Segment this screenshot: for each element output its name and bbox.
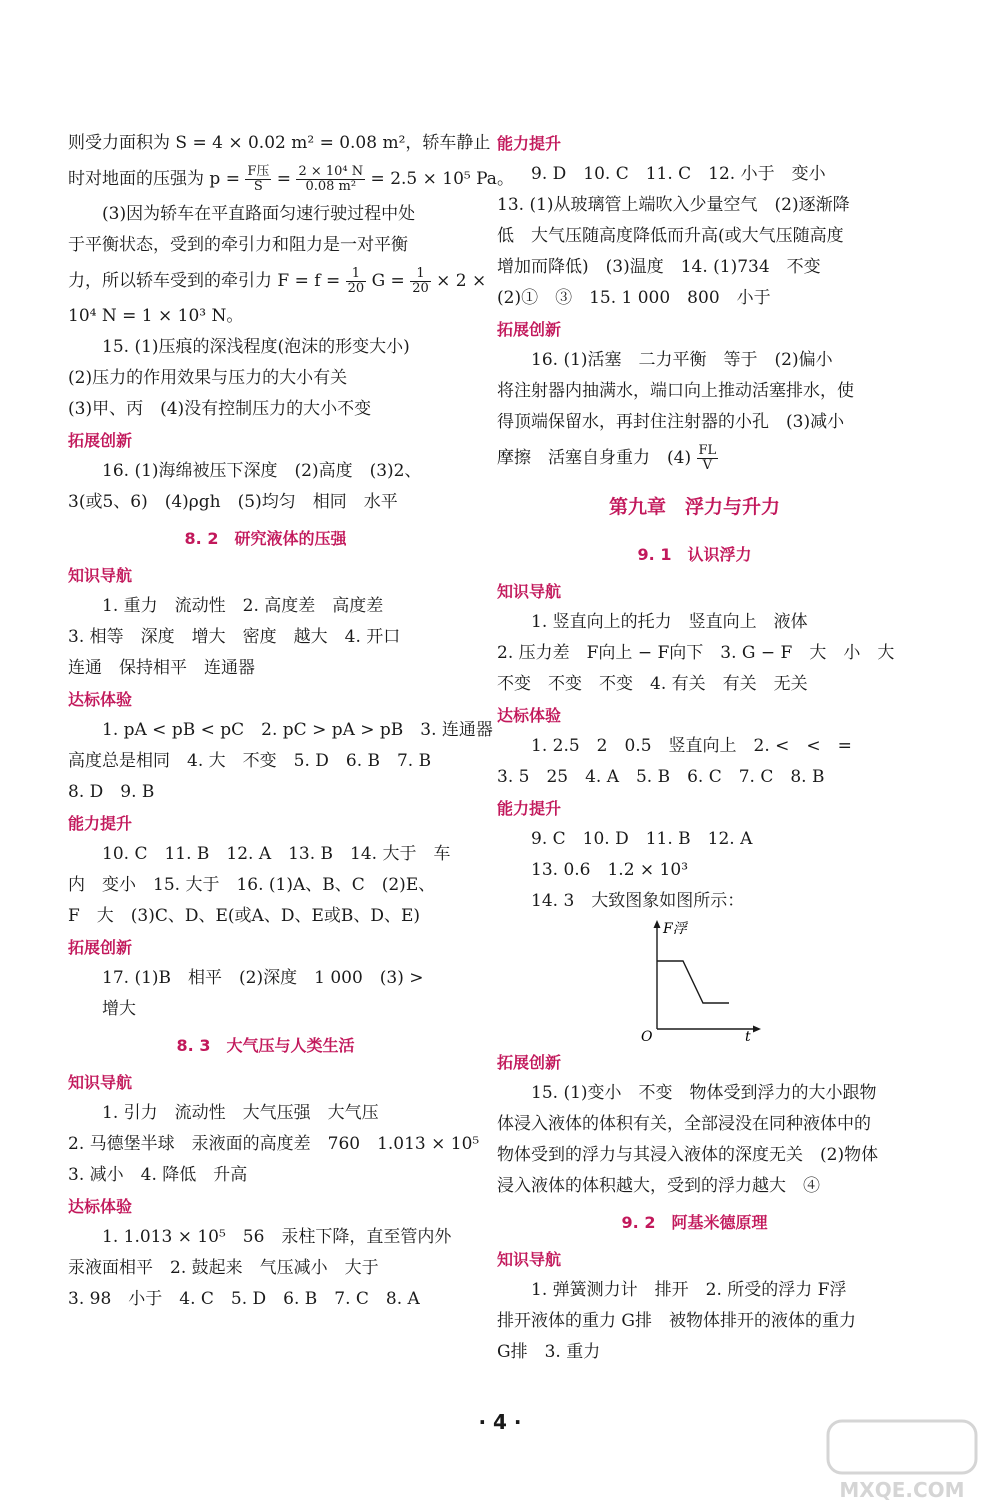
text-segment: 时对地面的压强为 p = [68,169,240,189]
text-line: 14. 3 大致图象如图所示： [531,891,745,911]
text-line: 17. (1)B 相平 (2)深度 1 000 (3) > [102,968,424,988]
lesson-title: 9. 1 认识浮力 [637,545,752,564]
left-column [68,128,514,1315]
text-line: 9. C 10. D 11. B 12. A [531,829,753,849]
section-heading: 知识导航 [497,1250,562,1269]
fraction-numerator: FL [698,443,717,458]
pressure-formula-line [68,159,514,199]
text-line: 1. 引力 流动性 大气压强 大气压 [102,1103,379,1123]
lesson-title: 9. 2 阿基米德原理 [621,1213,768,1232]
fraction [697,444,719,473]
text-line: 高度总是相同 4. 大 不变 5. D 6. B 7. B [68,751,432,771]
y-axis-label: F浮 [663,921,687,937]
fraction [346,267,367,296]
watermark-logo [822,1415,982,1505]
section-heading: 达标体验 [68,690,133,709]
text-line: 将注射器内抽满水，端口向上推动活塞排水，使 [497,381,854,401]
text-line: 于平衡状态，受到的牵引力和阻力是一对平衡 [68,235,408,255]
fraction-numerator: F压 [247,164,270,179]
text-segment: 摩擦 活塞自身重力 (4) [497,448,692,468]
text-line: 3. 相等 深度 增大 密度 越大 4. 开口 [68,627,401,647]
fraction-denominator: 0.08 m² [305,179,357,194]
watermark-text: MXQE.COM [839,1478,965,1502]
text-line: 1. pA < pB < pC 2. pC > pA > pB 3. 连通器 [102,720,493,740]
text-line: (3)甲、丙 (4)没有控制压力的大小不变 [68,399,372,419]
text-line: 1. 弹簧测力计 排开 2. 所受的浮力 F浮 [531,1280,847,1300]
text-line: 1. 1.013 × 10⁵ 56 汞柱下降，直至管内外 [102,1227,452,1247]
text-segment: 力，所以轿车受到的牵引力 F = f = [68,271,341,291]
answer-formula-line [497,438,892,478]
text-segment: G = [371,271,405,291]
chapter-title: 第九章 浮力与升力 [608,496,780,518]
text-line: 3. 5 25 4. A 5. B 6. C 7. C 8. B [497,767,825,787]
text-line: 9. D 10. C 11. C 12. 小于 变小 [531,164,826,184]
fraction [296,165,365,194]
section-heading: 知识导航 [68,566,133,585]
section-heading: 拓展创新 [68,431,133,450]
text-line: 10. C 11. B 12. A 13. B 14. 大于 车 [102,844,451,864]
fraction-denominator: 20 [412,281,429,296]
text-line: 3. 减小 4. 降低 升高 [68,1165,248,1185]
x-axis-arrow [753,1026,761,1033]
text-segment: × 2 × [436,271,487,291]
fraction-denominator: S [253,179,263,194]
text-line: 10⁴ N = 1 × 10³ N。 [68,306,244,326]
fraction [245,165,271,194]
section-heading: 能力提升 [497,134,562,153]
fraction [410,267,431,296]
fraction-numerator: 1 [346,267,367,282]
force-formula-line [68,261,487,301]
text-line: 则受力面积为 S = 4 × 0.02 m² = 0.08 m²，轿车静止 [68,133,491,153]
section-heading: 能力提升 [497,799,562,818]
text-line: 3(或5、6) (4)ρgh (5)均匀 相同 水平 [68,492,398,512]
text-line: 1. 2.5 2 0.5 竖直向上 2. < < = [531,736,852,756]
text-line: 2. 压力差 F向上 − F向下 3. G − F 大 小 大 [497,643,895,663]
lesson-title: 8. 2 研究液体的压强 [184,529,347,548]
section-heading: 拓展创新 [68,938,133,957]
text-line: 得顶端保留水，再封住注射器的小孔 (3)减小 [497,412,845,432]
text-line: 增大 [102,999,136,1019]
section-heading: 达标体验 [497,706,562,725]
buoyancy-graph-svg [637,917,767,1042]
text-line: 体浸入液体的体积有关，全部浸没在同种液体中的 [497,1114,871,1134]
section-heading: 达标体验 [68,1197,133,1216]
fraction-numerator: 1 [410,267,431,282]
lesson-title: 8. 3 大气压与人类生活 [176,1036,355,1055]
section-heading: 知识导航 [497,582,562,601]
text-line: 15. (1)变小 不变 物体受到浮力的大小跟物 [531,1083,877,1103]
text-line: 13. 0.6 1.2 × 10³ [531,860,689,880]
text-line: 1. 重力 流动性 2. 高度差 高度差 [102,596,384,616]
text-segment: = 2.5 × 10⁵ Pa。 [370,169,514,189]
text-line: 连通 保持相平 连通器 [68,658,255,678]
text-line: 汞液面相平 2. 鼓起来 气压减小 大于 [68,1258,379,1278]
text-line: 增加而降低) (3)温度 14. (1)734 不变 [497,257,821,277]
text-line: 内 变小 15. 大于 16. (1)A、B、C (2)E、 [68,875,436,895]
section-heading: 拓展创新 [497,1053,562,1072]
text-line: 不变 不变 不变 4. 有关 有关 无关 [497,674,808,694]
buoyancy-graph [497,917,892,1047]
fraction-numerator: 2 × 10⁴ N [298,164,364,179]
y-axis-arrow [654,920,661,928]
buoyancy-curve [657,961,729,1003]
x-axis-label: t [745,1029,751,1042]
page-number: · 4 · [478,1410,522,1434]
right-column [497,128,895,1368]
origin-label: O [641,1029,653,1042]
text-line: 2. 马德堡半球 汞液面的高度差 760 1.013 × 10⁵ [68,1134,480,1154]
section-heading: 能力提升 [68,814,133,833]
section-heading: 知识导航 [68,1073,133,1092]
text-line: (2)压力的作用效果与压力的大小有关 [68,368,348,388]
fraction-denominator: 20 [347,281,365,296]
text-line: (3)因为轿车在平直路面匀速行驶过程中处 [102,204,416,224]
text-line: 1. 竖直向上的托力 竖直向上 液体 [531,612,808,632]
text-line: 浸入液体的体积越大，受到的浮力越大 ④ [497,1176,820,1196]
section-heading: 拓展创新 [497,320,562,339]
text-line: 13. (1)从玻璃管上端吹入少量空气 (2)逐渐降 [497,195,850,215]
text-segment: = [276,169,292,189]
text-line: 16. (1)海绵被压下深度 (2)高度 (3)2、 [102,461,422,481]
text-line: (2)① ③ 15. 1 000 800 小于 [497,288,771,308]
text-line: 低 大气压随高度降低而升高(或大气压随高度 [497,226,844,246]
text-line: 8. D 9. B [68,782,155,802]
fraction-denominator: V [702,458,713,473]
text-line: 16. (1)活塞 二力平衡 等于 (2)偏小 [531,350,833,370]
text-line: 15. (1)压痕的深浅程度(泡沫的形变大小) [102,337,410,357]
text-line: 3. 98 小于 4. C 5. D 6. B 7. C 8. A [68,1289,420,1309]
text-line: G排 3. 重力 [497,1342,601,1362]
text-line: F 大 (3)C、D、E(或A、D、E或B、D、E) [68,906,421,926]
text-line: 排开液体的重力 G排 被物体排开的液体的重力 [497,1311,856,1331]
text-line: 物体受到的浮力与其浸入液体的深度无关 (2)物体 [497,1145,879,1165]
